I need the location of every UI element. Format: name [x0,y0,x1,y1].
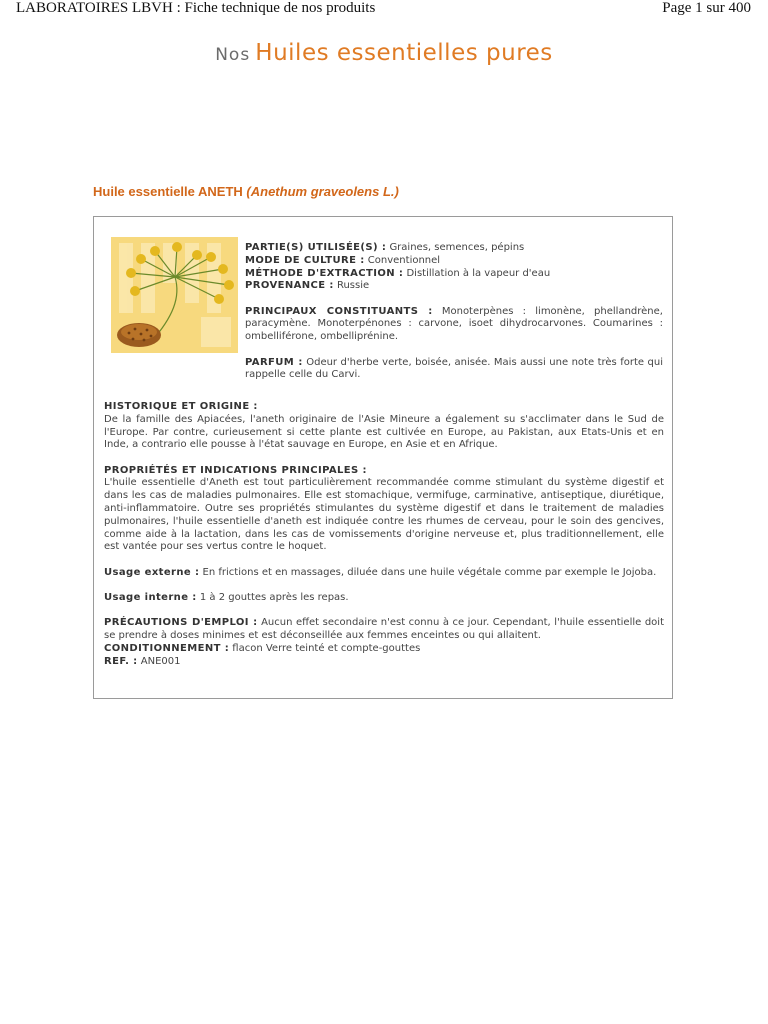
document-header-title: LABORATOIRES LBVH : Fiche technique de nos produits [16,0,376,16]
page-title-main: Huiles essentielles pures [255,40,553,66]
product-info-block [245,242,663,382]
product-latin-name: (Anethum graveolens L.) [246,184,399,199]
parties-row [245,242,663,255]
parfum-label: PARFUM : [245,356,303,368]
ref-text: ANE001 [140,655,181,667]
ref-section [104,656,664,669]
usage-externe-text: En frictions et en massages, diluée dans une huile végétale comme par exemple le Jojoba. [202,566,657,578]
extraction-label: MÉTHODE D'EXTRACTION : [245,267,404,279]
culture-label: MODE DE CULTURE : [245,254,365,266]
extraction-row [245,268,663,281]
product-sheet-box [93,216,673,699]
extraction-value: Distillation à la vapeur d'eau [406,267,551,279]
usage-interne-label: Usage interne : [104,592,197,604]
product-heading [93,184,399,199]
dill-plant-icon [111,237,238,353]
proprietes-section [104,465,664,555]
page-number: Page 1 sur 400 [662,0,751,16]
provenance-row [245,280,663,293]
constituants-row [245,306,663,344]
historique-label: HISTORIQUE ET ORIGINE : [104,401,258,412]
usage-interne-section [104,592,664,605]
conditionnement-label: CONDITIONNEMENT : [104,642,230,654]
conditionnement-text: flacon Verre teinté et compte-gouttes [232,642,421,654]
conditionnement-section [104,643,664,656]
ref-label: REF. : [104,655,138,667]
provenance-label: PROVENANCE : [245,280,334,292]
product-details-block [104,401,664,669]
usage-externe-section [104,567,664,580]
precautions-text: Aucun effet secondaire n'est connu à ce jour. Cependant, l'huile essentielle doit se prendre à doses minimes et est déconseillée aux femmes enceintes ou qui allaitent. [104,617,664,642]
precautions-section [104,617,664,643]
historique-section [104,401,664,452]
page-title-prefix: Nos [215,45,251,65]
parties-label: PARTIE(S) UTILISÉE(S) : [245,242,387,253]
constituants-value: Monoterpènes : limonène, phellandrène, paracymène. Monoterpénones : carvone, isoet dihydrocarvones. Coumarines : ombelliférone, ombelliprénine. [245,305,663,343]
page-title [0,40,768,66]
parties-value: Graines, semences, pépins [389,242,525,253]
product-name: Huile essentielle ANETH [93,184,243,199]
proprietes-text: L'huile essentielle d'Aneth est tout particulièrement recommandée comme stimulant du système digestif et dans les cas de maladies pulmonaires. Elle est stomachique, vermifuge, carminative, antiseptique, diurétique, anti-inflammatoire. Outre ses propriétés stimulantes du système digestif et dans le traitement de maladies pulmonaires, l'huile essentielle d'aneth est indiquée contre les rhumes de cerveau, pour le soin des gencives, comme aide à la lactation, dans les cas de vomissements d'origine nerveuse et, plus traditionnellement, elle est vantée pour ses vertus contre le hoquet. [104,477,664,553]
culture-row [245,255,663,268]
parfum-row [245,357,663,383]
usage-interne-text: 1 à 2 gouttes après les repas. [199,592,349,604]
precautions-label: PRÉCAUTIONS D'EMPLOI : [104,617,258,629]
proprietes-label: PROPRIÉTÉS ET INDICATIONS PRINCIPALES : [104,464,367,476]
parfum-value: Odeur d'herbe verte, boisée, anisée. Mais aussi une note très forte qui rappelle celle du Carvi. [245,356,663,381]
usage-externe-label: Usage externe : [104,566,200,578]
historique-text: De la famille des Apiacées, l'aneth originaire de l'Asie Mineure a également su s'acclimater dans le Sud de l'Europe. Par contre, curieusement si cette plante est cultivée en Europe, au Pakistan, aux Etats-Unis et en Inde, a contrario elle pousse à l'état sauvage en Europe, en Asie et en Afrique. [104,413,664,451]
constituants-label: PRINCIPAUX CONSTITUANTS : [245,305,433,317]
provenance-value: Russie [336,280,370,292]
culture-value: Conventionnel [367,254,441,266]
